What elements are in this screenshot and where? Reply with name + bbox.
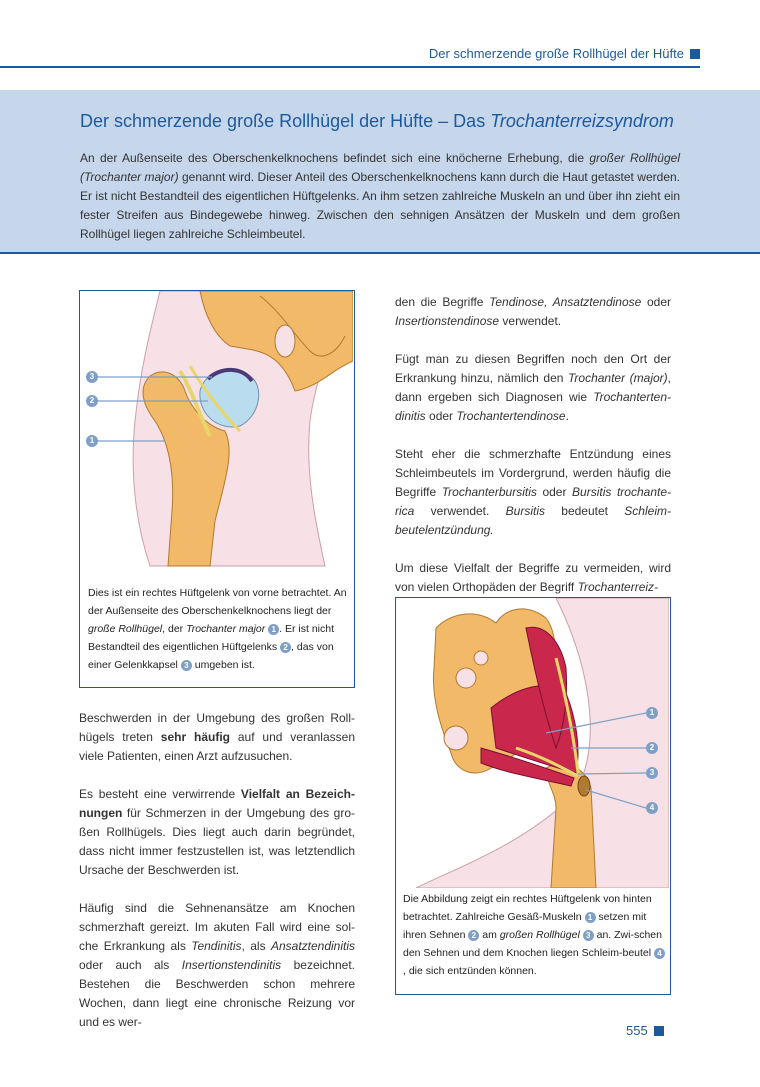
italic-text: Trochanterbursitis — [441, 485, 537, 499]
right-para-3 — [395, 445, 671, 540]
left-para-3 — [79, 899, 355, 1032]
text: oder — [425, 409, 457, 423]
caption-text: Dies ist ein rechtes Hüftgelenk von vorne betrachtet. An der Außenseite des Oberschenkelknochens liegt der — [88, 587, 347, 617]
intro-text-2: genannt wird. Dieser Anteil des Oberschenkelknochens kann durch die Haut getastet werden. Er ist nicht Bestandteil des eigentlichen Hüftgelenks. An ihm setzen zahlreiche Muskeln an und über ihn zieht ein fester Streifen aus Bindegewebe hinweg. Zwischen den sehnigen Ansätzen der Muskeln und dem großen Rollhügel liegen zahlreiche Schleimbeutel. — [80, 170, 680, 241]
figure2-caption — [403, 890, 665, 980]
running-header-text: Der schmerzende große Rollhügel der Hüfte — [428, 46, 684, 61]
text: Fügt man zu diesen Begriffen noch den Ort der Erkrankung hinzu, nämlich den — [395, 352, 671, 385]
figure-hip-back — [395, 597, 671, 995]
marker-2: 2 — [646, 742, 658, 754]
page-number-text: 555 — [626, 1023, 648, 1038]
caption-number-badge: 1 — [268, 624, 279, 635]
right-para-2 — [395, 350, 671, 426]
caption-text: an. Zwi-schen den Sehnen und dem Knochen liegen Schleim-beutel — [403, 929, 662, 959]
italic-text: Tendinose, Ansatztendinose — [489, 295, 642, 309]
caption-text: setzen mit ihren Sehnen — [403, 911, 647, 941]
caption-text: , die sich entzünden können. — [403, 965, 537, 977]
left-para-2 — [79, 785, 355, 880]
intro-text-1: An der Außenseite des Oberschenkelknochens befindet sich eine knöcherne Erhebung, die — [80, 151, 590, 165]
hip-front-illustration — [80, 291, 353, 581]
italic-text: Trochantertendinose — [456, 409, 566, 423]
caption-number-badge: 1 — [585, 912, 596, 923]
text: Um diese Vielfalt der Begriffe zu vermeiden, wird von vielen Orthopäden der Begriff — [395, 561, 671, 594]
left-para-1 — [79, 709, 355, 766]
hip-back-illustration — [396, 598, 669, 888]
right-para-1 — [395, 293, 671, 331]
right-column — [395, 293, 671, 616]
text: oder — [641, 295, 671, 309]
header-square-icon — [690, 49, 700, 59]
italic-text: Insertionstendinose — [395, 314, 500, 328]
italic-text: Ansatztendinitis — [270, 939, 356, 953]
running-header — [0, 46, 700, 61]
text: , dann ergeben sich Diagnosen wie — [395, 371, 671, 404]
bold-text: sehr häufig — [160, 730, 230, 744]
text: bezeichnet. Bestehen die Beschwerden schon mehrere Wochen, dann liegt eine chronische Reizung vor und es wer- — [79, 958, 355, 1029]
caption-text: , das von einer Gelenkkapsel — [88, 641, 334, 671]
caption-text: umgeben ist. — [191, 659, 255, 671]
intro-title-text: Der schmerzende große Rollhügel der Hüfte – Das — [80, 111, 491, 131]
marker-3: 3 — [646, 767, 658, 779]
text: verwendet. — [414, 504, 506, 518]
text: den die Begriffe — [395, 295, 490, 309]
text: Es besteht eine verwirrende — [79, 787, 241, 801]
caption-text: Die Abbildung zeigt ein rechtes Hüftgelenk von hinten betrachtet. Zahlreiche Gesäß-Muskeln — [403, 893, 652, 923]
text: oder auch als — [79, 958, 182, 972]
text: , als — [241, 939, 271, 953]
caption-italic: großen Rollhügel — [499, 929, 580, 941]
right-para-4 — [395, 559, 671, 597]
text: verwendet. — [499, 314, 562, 328]
italic-text: Bursitis trochante-rica — [395, 485, 671, 518]
italic-text: Schleim-beutelentzündung. — [395, 504, 671, 537]
text: Beschwerden in der Umgebung des großen Roll-hügels treten — [79, 711, 355, 744]
caption-number-badge: 2 — [280, 642, 291, 653]
text: bedeutet — [544, 504, 625, 518]
caption-italic: große Rollhügel — [88, 623, 163, 635]
caption-number-badge: 3 — [181, 660, 192, 671]
figure1-caption — [88, 584, 350, 674]
intro-text-italic: großer Rollhügel (Trochanter major) — [80, 151, 680, 184]
caption-number-badge: 3 — [583, 930, 594, 941]
caption-italic: Trochanter major — [186, 623, 266, 635]
marker-4: 4 — [646, 802, 658, 814]
page-number-square-icon — [654, 1026, 664, 1036]
marker-3: 3 — [86, 371, 98, 383]
text: auf und veranlassen viele Patienten, einen Arzt aufzusuchen. — [79, 730, 355, 763]
page-number — [626, 1023, 664, 1038]
caption-text: , der — [162, 623, 187, 635]
italic-text: Trochanter (major) — [567, 371, 668, 385]
italic-text: Tendinitis — [191, 939, 242, 953]
caption-text: . Er ist nicht Bestandteil des eigentlichen Hüftgelenks — [88, 623, 335, 653]
italic-text: Trochanterten-dinitis — [395, 390, 671, 423]
caption-number-badge: 4 — [654, 948, 665, 959]
intro-title-italic: Trochanterreizsyndrom — [490, 111, 674, 131]
italic-text: Bursitis — [505, 504, 545, 518]
text: oder — [536, 485, 573, 499]
text: für Schmerzen in der Umgebung des gro-ßen Rollhügels. Dies liegt auch darin begründet, dass nicht immer festzustellen ist, was letztendlich Ursache der Beschwerden ist. — [79, 806, 355, 877]
marker-2: 2 — [86, 395, 98, 407]
intro-title — [80, 111, 720, 132]
bold-text: Vielfalt an Bezeich-nungen — [79, 787, 355, 820]
figure-hip-front — [79, 290, 355, 688]
italic-text: Insertionstendinitis — [181, 958, 282, 972]
text: Steht eher die schmerzhafte Entzündung eines Schleimbeutels im Vordergrund, werden häufig die Begriffe — [395, 447, 671, 499]
italic-text: Trochanterreiz- — [577, 580, 659, 594]
marker-1: 1 — [646, 707, 658, 719]
left-column — [79, 709, 355, 1051]
intro-text — [80, 149, 680, 244]
text: . — [565, 409, 569, 423]
text: Häufig sind die Sehnenansätze am Knochen schmerzhaft gereizt. Im akuten Fall wird eine sol-che Erkrankung als — [79, 901, 355, 953]
caption-text: am — [479, 929, 500, 941]
header-rule — [0, 66, 700, 68]
marker-1: 1 — [86, 435, 98, 447]
caption-number-badge: 2 — [468, 930, 479, 941]
